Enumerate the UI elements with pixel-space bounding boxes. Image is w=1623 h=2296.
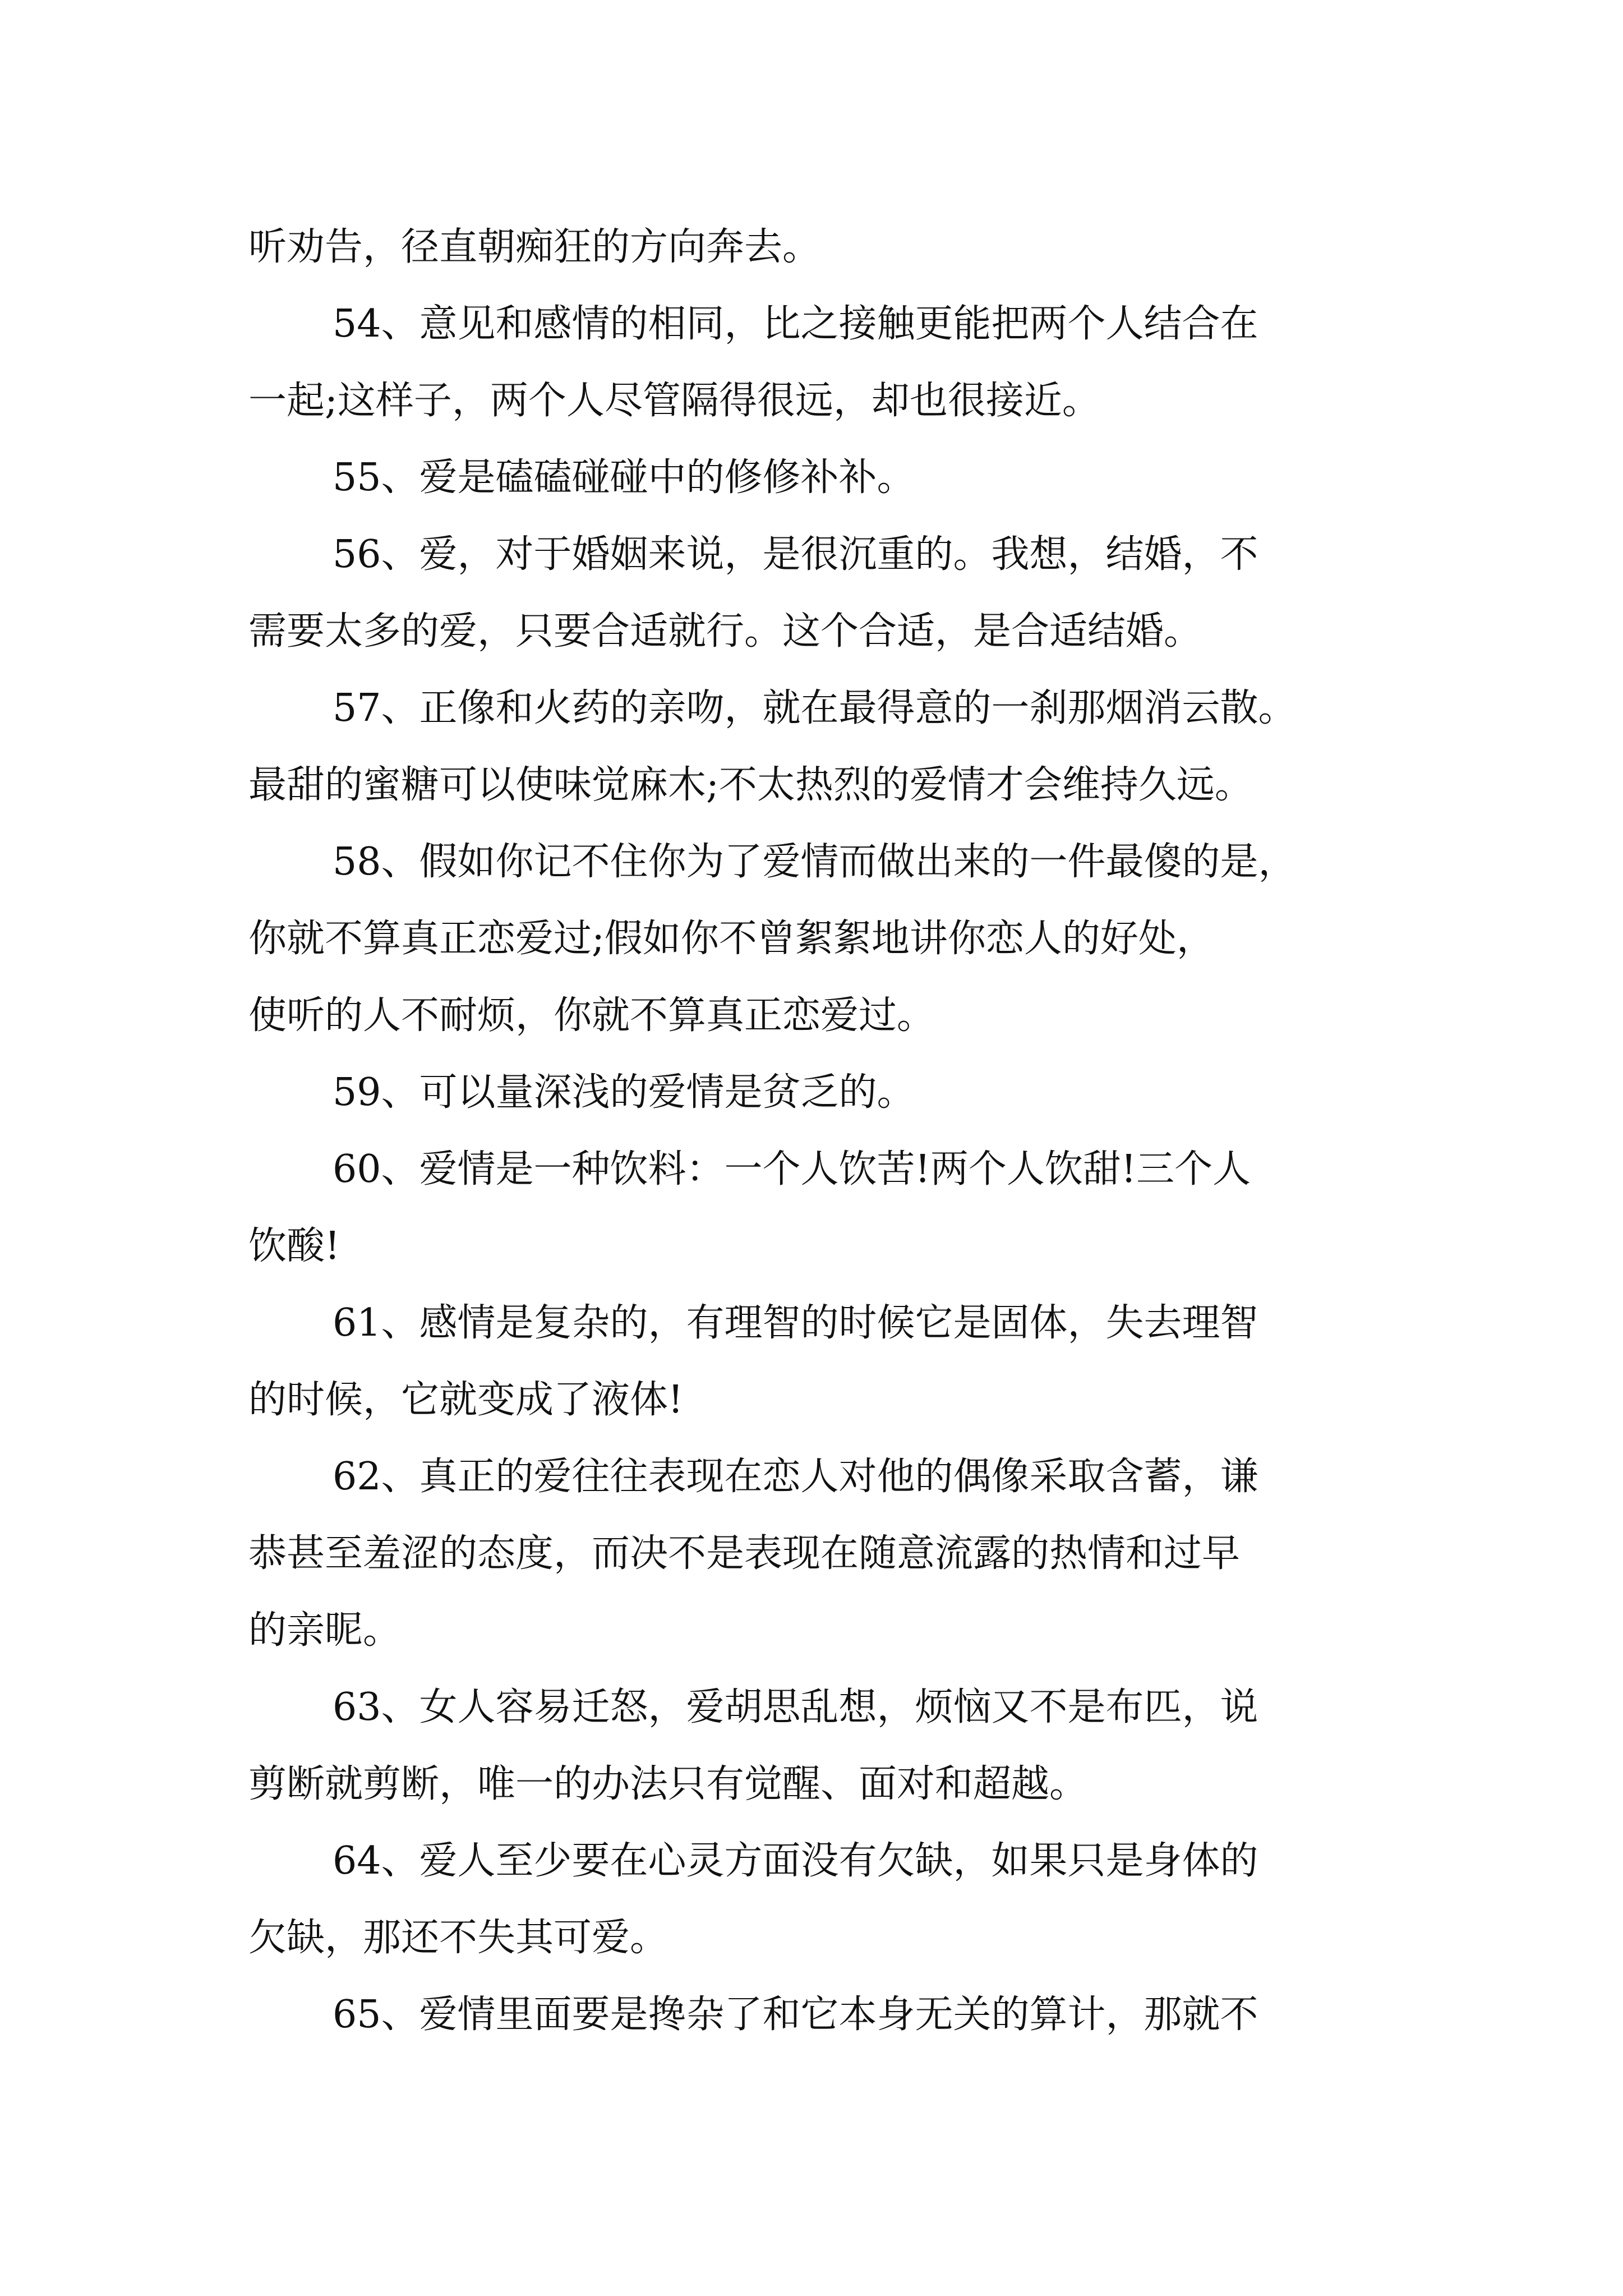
text-line: 最甜的蜜糖可以使味觉麻木;不太热烈的爱情才会维持久远。 — [248, 763, 1253, 807]
text-line: 65、爱情里面要是搀杂了和它本身无关的算计，那就不 — [333, 1993, 1258, 2037]
text-line: 59、可以量深浅的爱情是贫乏的。 — [333, 1070, 915, 1115]
text-line: 恭甚至羞涩的态度，而决不是表现在随意流露的热情和过早 — [248, 1531, 1241, 1576]
text-line: 欠缺，那还不失其可爱。 — [248, 1916, 668, 1960]
document-body — [248, 209, 1393, 2053]
text-line: 饮酸! — [248, 1224, 340, 1268]
text-line: 62、真正的爱往往表现在恋人对他的偶像采取含蓄，谦 — [333, 1455, 1258, 1499]
text-line: 60、爱情是一种饮料：一个人饮苦!两个人饮甜!三个人 — [333, 1147, 1251, 1191]
text-line: 的亲昵。 — [248, 1608, 402, 1653]
text-line: 的时候，它就变成了液体! — [248, 1378, 684, 1422]
text-line: 63、女人容易迁怒，爱胡思乱想，烦恼又不是布匹，说 — [333, 1685, 1258, 1729]
text-line: 56、爱，对于婚姻来说，是很沉重的。我想，结婚，不 — [333, 532, 1258, 577]
text-line: 54、意见和感情的相同，比之接触更能把两个人结合在 — [333, 302, 1258, 346]
text-line: 55、爱是磕磕碰碰中的修修补补。 — [333, 455, 915, 500]
text-line: 需要太多的爱，只要合适就行。这个合适，是合适结婚。 — [248, 609, 1202, 654]
text-line: 听劝告，径直朝痴狂的方向奔去。 — [248, 225, 821, 269]
text-line: 64、爱人至少要在心灵方面没有欠缺，如果只是身体的 — [333, 1839, 1258, 1883]
text-line: 57、正像和火药的亲吻，就在最得意的一刹那烟消云散。 — [333, 686, 1297, 730]
text-line: 61、感情是复杂的，有理智的时候它是固体，失去理智 — [333, 1301, 1258, 1345]
text-line: 剪断就剪断，唯一的办法只有觉醒、面对和超越。 — [248, 1762, 1088, 1806]
text-line: 一起;这样子，两个人尽管隔得很远，却也很接近。 — [248, 379, 1100, 423]
text-line: 你就不算真正恋爱过;假如你不曾絮絮地讲你恋人的好处， — [248, 917, 1215, 961]
text-line: 58、假如你记不住你为了爱情而做出来的一件最傻的是， — [333, 840, 1297, 884]
text-line: 使听的人不耐烦，你就不算真正恋爱过。 — [248, 993, 935, 1038]
